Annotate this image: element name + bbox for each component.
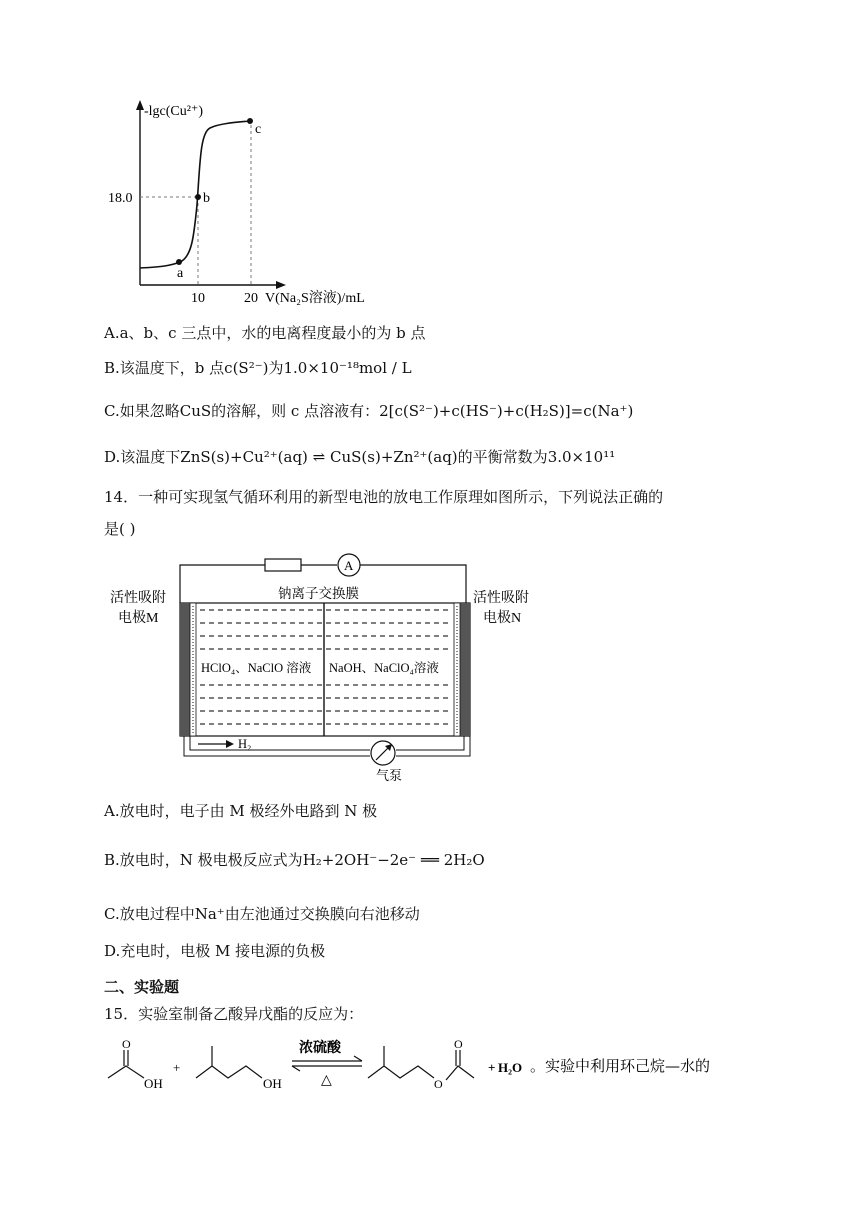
q13-b-value: 1.0×10⁻¹⁸mol / L [283, 359, 412, 377]
left-solution-label: HClO₄、NaClO 溶液 [201, 661, 312, 675]
heat-symbol: △ [321, 1073, 332, 1088]
reaction-scheme [100, 1036, 760, 1096]
membrane-label: 钠离子交换膜 [278, 586, 359, 601]
label-b: b [203, 191, 210, 206]
q13-c-expr: 2[c(S²⁻)+c(HS⁻)+c(H₂S)]=c(Na⁺) [379, 402, 634, 420]
battery-diagram [100, 548, 550, 788]
q14-b-prefix: B.放电时，N 极电极反应式为 [104, 851, 303, 869]
isoamyl-alcohol-structure [196, 1046, 262, 1078]
q13-d-value: 3.0×10¹¹ [547, 448, 616, 466]
electrode-m-plate [180, 603, 190, 736]
y-axis-label: -lgc(Cu²⁺) [144, 104, 204, 119]
q13-b-prefix: B.该温度下，b 点 [104, 359, 225, 377]
y-tick-18: 18.0 [108, 191, 133, 206]
titration-graph [100, 95, 430, 310]
y-axis-arrow [136, 100, 144, 110]
q13-d-expr: ZnS(s)+Cu²⁺(aq) ⇌ CuS(s)+Zn²⁺(aq) [180, 448, 458, 466]
x-tick-20: 20 [244, 291, 258, 306]
pump-label: 气泵 [376, 768, 403, 783]
titration-curve [140, 121, 250, 268]
ester-o-single: O [434, 1077, 443, 1091]
q14-stem-line2: 是( ) [104, 520, 136, 538]
q13-c-cus: CuS [179, 402, 212, 420]
pipe-outer-right [396, 736, 470, 756]
q14-b-expr: H₂+2OH⁻−2e⁻ ══ 2H₂O [302, 851, 485, 869]
q13-c-mid: 的溶解，则 c 点溶液有： [211, 402, 380, 420]
acetic-acid-structure [108, 1050, 144, 1078]
q13-c-prefix: C.如果忽略 [104, 402, 180, 420]
q13-b-expr: c(S²⁻) [224, 359, 269, 377]
plus-sign-1: + [173, 1060, 181, 1075]
q14-c-ion: Na⁺ [194, 905, 225, 923]
electrode-n-label-2: 电极N [483, 611, 522, 626]
x-axis-label: V(Na₂S溶液)/mL [265, 291, 365, 306]
water-formula: H₂O [498, 1060, 523, 1075]
resistor [265, 559, 301, 571]
electrode-m-label-2: 电极M [118, 611, 159, 626]
q14-stem-line1: 14．一种可实现氢气循环利用的新型电池的放电工作原理如图所示，下列说法正确的 [104, 488, 664, 506]
label-c: c [255, 122, 262, 137]
equilibrium-arrow-icon [292, 1056, 362, 1071]
point-b [195, 194, 201, 200]
acetic-acid-o: O [122, 1037, 131, 1051]
q14-c-suffix: 由左池通过交换膜向右池移动 [224, 905, 420, 923]
q14-option-d: D.充电时，电极 M 接电源的负极 [104, 942, 326, 960]
right-solution-label: NaOH、NaClO₄溶液 [329, 661, 439, 675]
h2-flow-arrow-icon [226, 740, 234, 748]
pipe-outer-left [184, 736, 370, 756]
point-c [247, 118, 253, 124]
label-a: a [177, 266, 184, 281]
ammeter-label: A [344, 558, 354, 573]
q15-tail-text: 。实验中利用环己烷—水的 [530, 1057, 711, 1075]
q13-b-mid: 为 [268, 359, 284, 377]
catalyst-label: 浓硫酸 [299, 1041, 341, 1056]
pipe-inner-left [190, 736, 370, 750]
acetic-acid-oh: OH [144, 1076, 163, 1091]
q13-option-b [104, 357, 412, 378]
isoamyl-acetate-structure [368, 1046, 474, 1080]
q15-stem: 15．实验室制备乙酸异戊酯的反应为： [104, 1005, 364, 1023]
plus-sign-2: + [488, 1060, 496, 1075]
q13-d-mid: 的平衡常数为 [457, 448, 548, 466]
x-axis-arrow [276, 281, 286, 289]
electrode-m-label-1: 活性吸附 [110, 591, 166, 606]
wire-right [360, 565, 466, 603]
q14-option-b [104, 849, 485, 870]
isoamyl-alcohol-oh: OH [263, 1076, 282, 1091]
point-a [176, 259, 182, 265]
q14-c-prefix: C.放电过程中 [104, 905, 195, 923]
q13-option-c [104, 400, 633, 421]
q13-option-a: A.a、b、c 三点中，水的电离程度最小的为 b 点 [104, 324, 426, 342]
ester-o-double: O [454, 1037, 463, 1051]
section-title: 二、实验题 [104, 978, 180, 996]
pipe-inner-right [396, 736, 464, 750]
electrode-n-plate [460, 603, 470, 736]
q13-d-prefix: D.该温度下 [104, 448, 181, 466]
wire-left [180, 565, 265, 603]
h2-label: H₂ [238, 737, 252, 751]
q13-option-d [104, 446, 615, 467]
q14-option-a: A.放电时，电子由 M 极经外电路到 N 极 [104, 802, 378, 820]
q14-option-c [104, 903, 420, 924]
x-tick-10: 10 [191, 291, 205, 306]
electrode-n-label-1: 活性吸附 [473, 591, 529, 606]
